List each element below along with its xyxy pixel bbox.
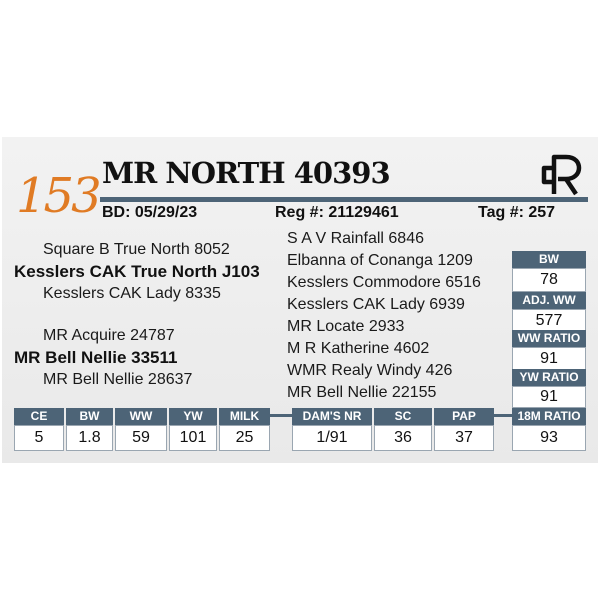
epd-header: CE (14, 408, 64, 425)
pedigree-sire: Kesslers CAK True North J103 (14, 262, 260, 281)
epd-value: 59 (115, 425, 167, 451)
animal-name: MR NORTH 40393 (102, 156, 390, 190)
ratio-value: 91 (512, 386, 586, 408)
dam-header: PAP (434, 408, 494, 425)
ancestor-item: S A V Rainfall 6846 (287, 230, 424, 247)
ratio-label: ADJ. WW (512, 292, 586, 309)
ratio-label: YW RATIO (512, 369, 586, 386)
lot-number: 153 (16, 168, 99, 224)
dam-value: 1/91 (292, 425, 372, 451)
ratio-value: 91 (512, 347, 586, 371)
pedigree-dam-sire: MR Acquire 24787 (43, 327, 175, 344)
epd-header: MILK (219, 408, 270, 425)
ancestor-item: WMR Realy Windy 426 (287, 362, 453, 379)
epd-value: 25 (219, 425, 270, 451)
pedigree-sire-sire: Square B True North 8052 (43, 241, 230, 258)
tag-number: Tag #: 257 (478, 204, 556, 221)
epd-header: BW (66, 408, 113, 425)
ancestor-item: MR Locate 2933 (287, 318, 405, 335)
epd-header: YW (169, 408, 217, 425)
ratio-label: BW (512, 251, 586, 268)
ratio-value: 577 (512, 309, 586, 333)
ancestor-item: MR Bell Nellie 22155 (287, 384, 437, 401)
registration-number: Reg #: 21129461 (275, 204, 399, 221)
ratio-label: WW RATIO (512, 330, 586, 347)
dam-header: DAM'S NR (292, 408, 372, 425)
ancestor-item: Elbanna of Conanga 1209 (287, 252, 473, 269)
ancestor-item: Kesslers CAK Lady 6939 (287, 296, 465, 313)
section-connector (270, 414, 292, 417)
dam-value: 37 (434, 425, 494, 451)
dam-header: SC (374, 408, 432, 425)
section-connector (494, 414, 512, 417)
epd-value: 5 (14, 425, 64, 451)
epd-header: WW (115, 408, 167, 425)
pedigree-sire-dam: Kesslers CAK Lady 8335 (43, 285, 221, 302)
ancestor-item: M R Katherine 4602 (287, 340, 430, 357)
r-brand-logo-icon (540, 152, 584, 196)
pedigree-dam: MR Bell Nellie 33511 (14, 348, 178, 367)
ancestor-item: Kesslers Commodore 6516 (287, 274, 481, 291)
epd-value: 1.8 (66, 425, 113, 451)
ratio-value: 78 (512, 268, 586, 292)
dam-value: 36 (374, 425, 432, 451)
pedigree-dam-dam: MR Bell Nellie 28637 (43, 371, 193, 388)
ratio-value: 93 (512, 425, 586, 451)
birth-date: BD: 05/29/23 (102, 204, 198, 221)
epd-value: 101 (169, 425, 217, 451)
ratio-label: 18M RATIO (512, 408, 586, 425)
